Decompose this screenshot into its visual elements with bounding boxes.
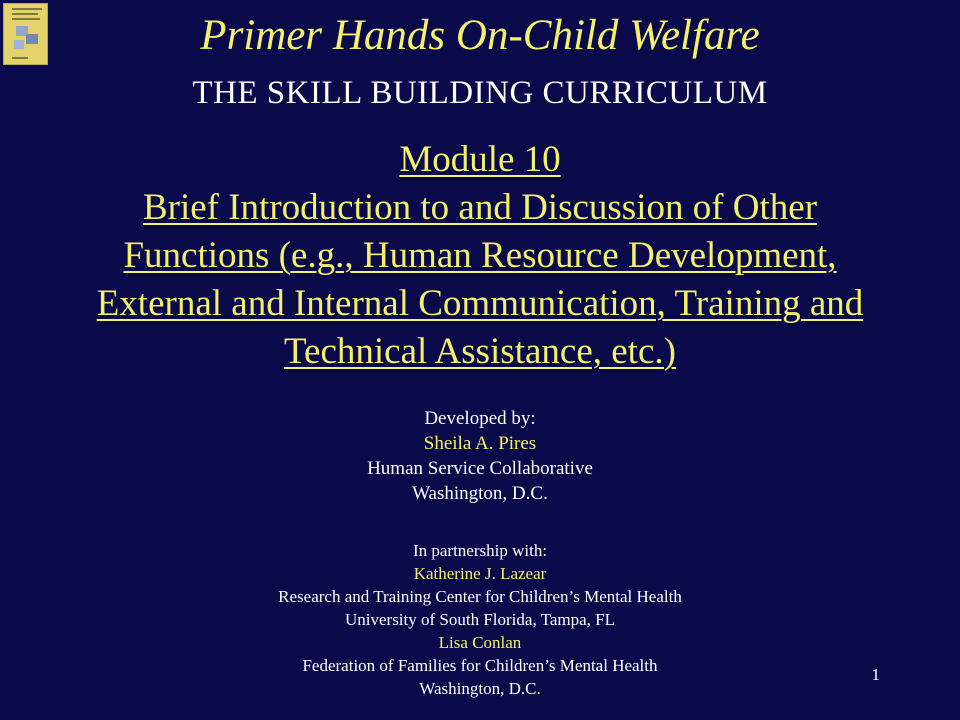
module-title-line: Functions (e.g., Human Resource Development, <box>123 235 837 276</box>
slide-subtitle: THE SKILL BUILDING CURRICULUM <box>192 75 768 111</box>
author-location: Washington, D.C. <box>412 483 548 504</box>
developed-by-label: Developed by: <box>424 408 536 429</box>
module-number: Module 10 <box>399 139 561 180</box>
author-name: Sheila A. Pires <box>423 433 537 454</box>
module-title-line: Brief Introduction to and Discussion of Other <box>142 187 818 228</box>
slide-title: Primer Hands On-Child Welfare <box>200 12 760 59</box>
slide-number: 1 <box>871 665 880 684</box>
partnership-section <box>0 539 960 700</box>
partner-location: University of South Florida, Tampa, FL <box>344 610 615 629</box>
author-organization: Human Service Collaborative <box>367 458 593 479</box>
module-heading <box>20 136 940 376</box>
developed-by-section <box>0 406 960 506</box>
partner-name: Lisa Conlan <box>438 633 522 652</box>
module-title-line: Technical Assistance, etc.) <box>284 331 676 372</box>
partner-organization: Federation of Families for Children’s Mental Health <box>302 656 658 675</box>
logo-text-line <box>12 8 42 10</box>
partner-organization: Research and Training Center for Children’s Mental Health <box>278 587 682 606</box>
module-title-line: External and Internal Communication, Training and <box>96 283 864 324</box>
partner-location: Washington, D.C. <box>419 679 541 698</box>
partnership-label: In partnership with: <box>412 541 548 560</box>
partner-name: Katherine J. Lazear <box>413 564 547 583</box>
